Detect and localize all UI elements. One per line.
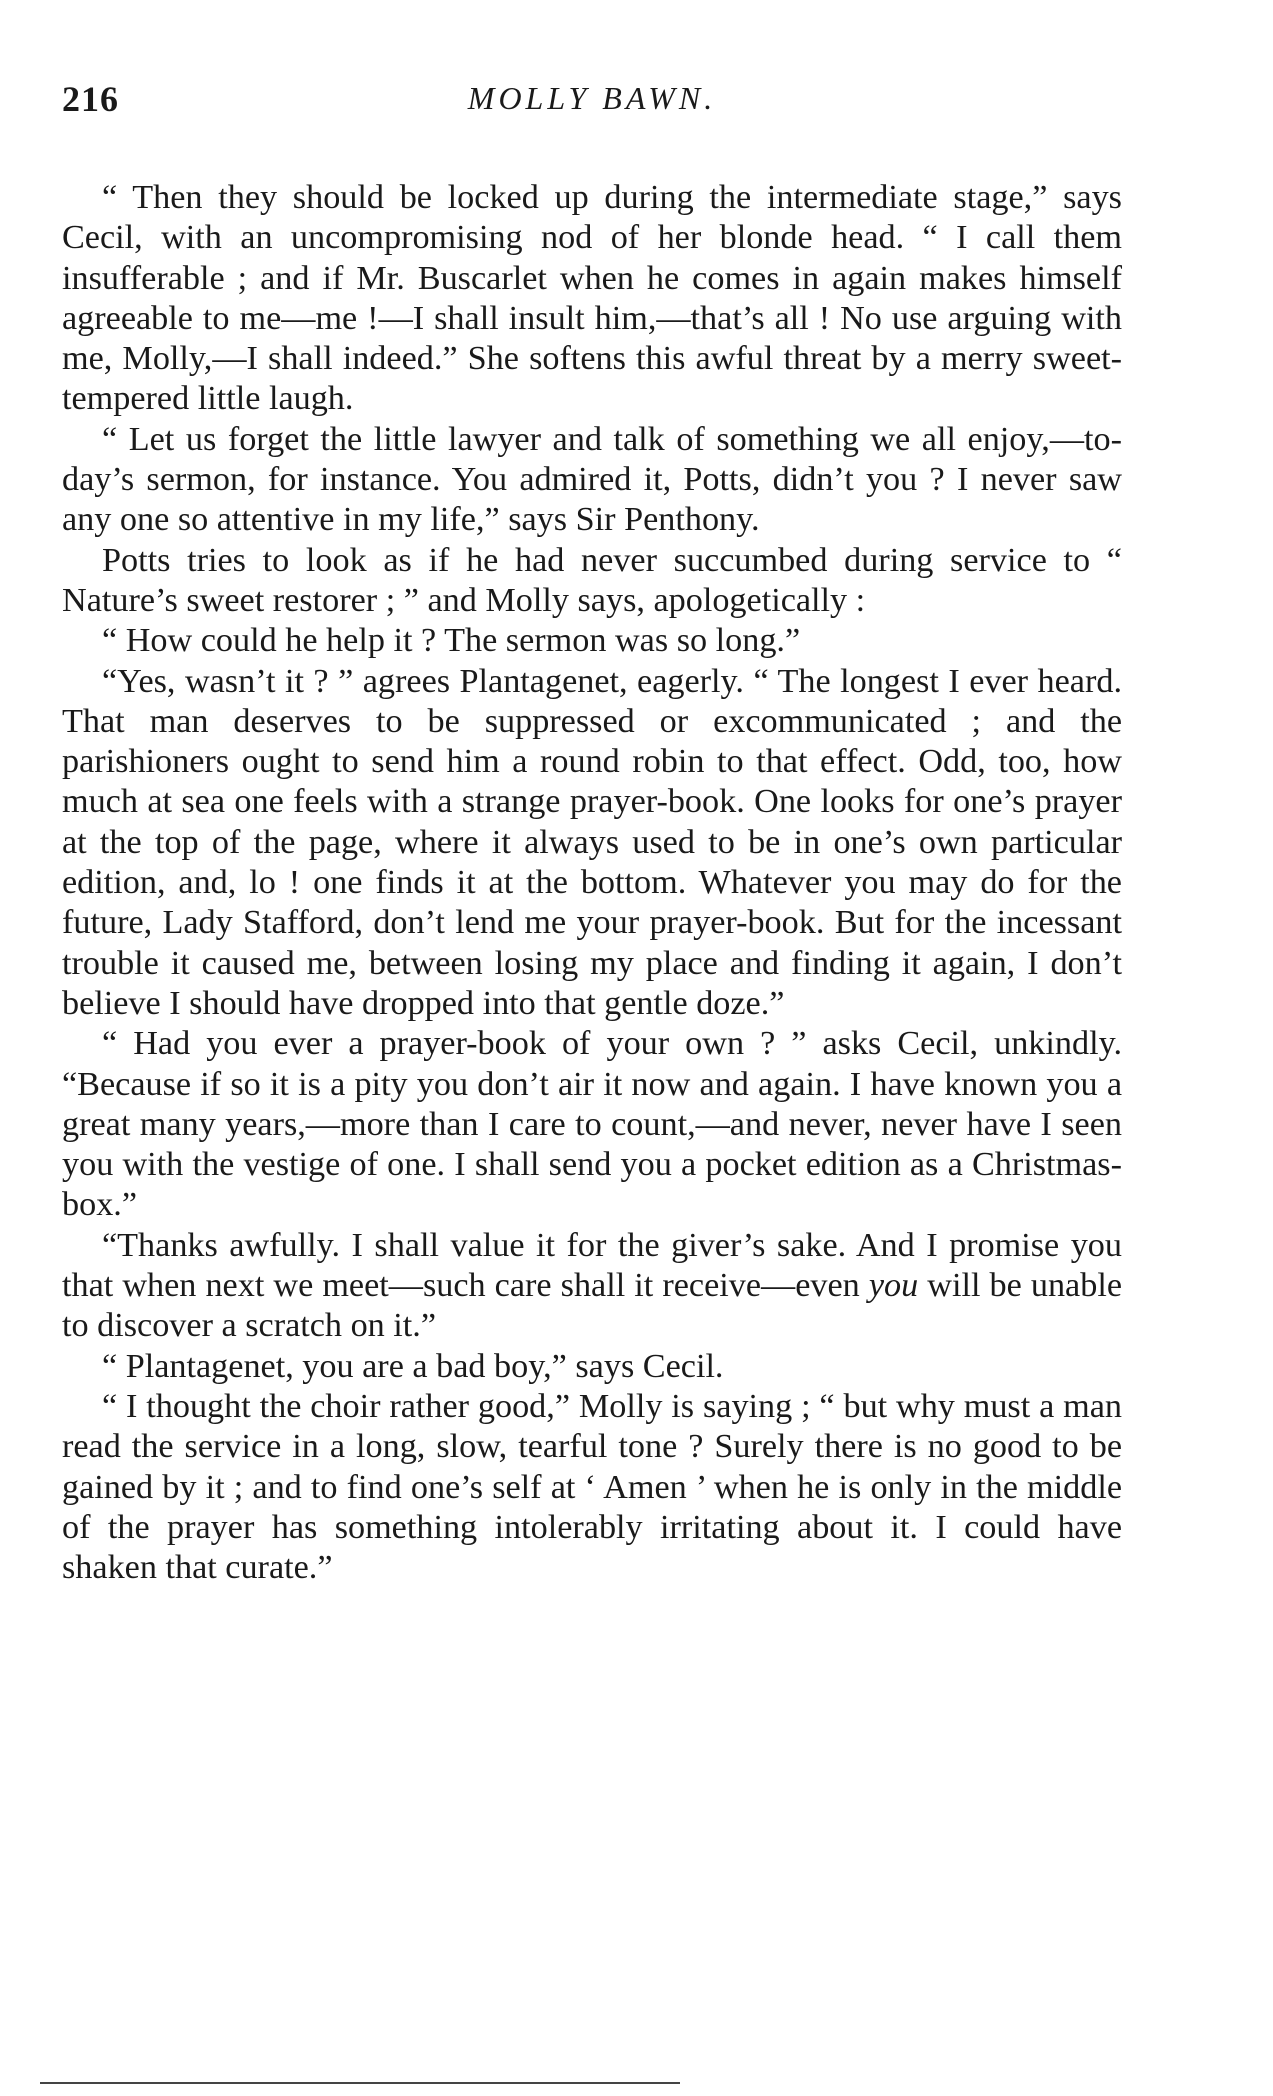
paragraph: “ Let us forget the little lawyer and talk of something we all enjoy,—to-day’s sermon, for instance. You admired it, Potts, didn’t you ? I never saw any one so attentive in my life,” says Sir Penthony.	[62, 420, 1122, 539]
paragraph: “ Then they should be locked up during the intermediate stage,” says Cecil, with an uncompromising nod of her blonde head. “ I call them insufferable ; and if Mr. Buscarlet when he comes in again makes himself agreeable to me—me !—I shall insult him,—that’s all ! No use arguing with me, Molly,—I shall indeed.” She softens this awful threat by a merry sweet-tempered little laugh.	[62, 179, 1122, 418]
running-head: MOLLY BAWN.	[467, 80, 717, 116]
page-header	[62, 78, 1122, 130]
paragraph-text: will be unable to discover a scratch on it.”	[62, 1267, 1122, 1345]
body-text	[62, 178, 1122, 1588]
paragraph	[62, 1226, 1122, 1347]
paragraph: “ Had you ever a prayer-book of your own ? ” asks Cecil, unkindly. “Because if so it is a pity you don’t air it now and again. I have known you a great many years,—more than I care to count,—and never, never have I seen you with the vestige of one. I shall send you a pocket edition as a Christmas-box.”	[62, 1025, 1122, 1224]
paragraph: Potts tries to look as if he had never succumbed during service to “ Nature’s sweet restorer ; ” and Molly says, apologetically :	[62, 541, 1122, 619]
paragraph: “ Plantagenet, you are a bad boy,” says Cecil.	[102, 1347, 724, 1385]
paragraph: “ How could he help it ? The sermon was so long.”	[102, 622, 801, 660]
book-page	[62, 78, 1122, 1588]
footer-rule	[40, 2082, 680, 2084]
paragraph: “Yes, wasn’t it ? ” agrees Plantagenet, eagerly. “ The longest I ever heard. That man deserves to be suppressed or excommunicated ; and the parishioners ought to send him a round robin to that effect. Odd, too, how much at sea one feels with a strange prayer-book. One looks for one’s prayer at the top of the page, where it always used to be in one’s own particular edition, and, lo ! one finds it at the bottom. Whatever you may do for the future, Lady Stafford, don’t lend me your prayer-book. But for the incessant trouble it caused me, between losing my place and finding it again, I don’t believe I should have dropped into that gentle doze.”	[62, 662, 1122, 1022]
paragraph-text: “Thanks awfully. I shall value it for the giver’s sake. And I promise you that when next we meet—such care shall it receive—even	[62, 1226, 1122, 1305]
paragraph: “ I thought the choir rather good,” Molly is saying ; “ but why must a man read the service in a long, slow, tearful tone ? Surely there is no good to be gained by it ; and to find one’s self at ‘ Amen ’ when he is only in the middle of the prayer has something intolerably irritating about it. I could have shaken that curate.”	[62, 1387, 1122, 1587]
page-number: 216	[62, 79, 119, 119]
italic-word: you	[868, 1267, 919, 1305]
